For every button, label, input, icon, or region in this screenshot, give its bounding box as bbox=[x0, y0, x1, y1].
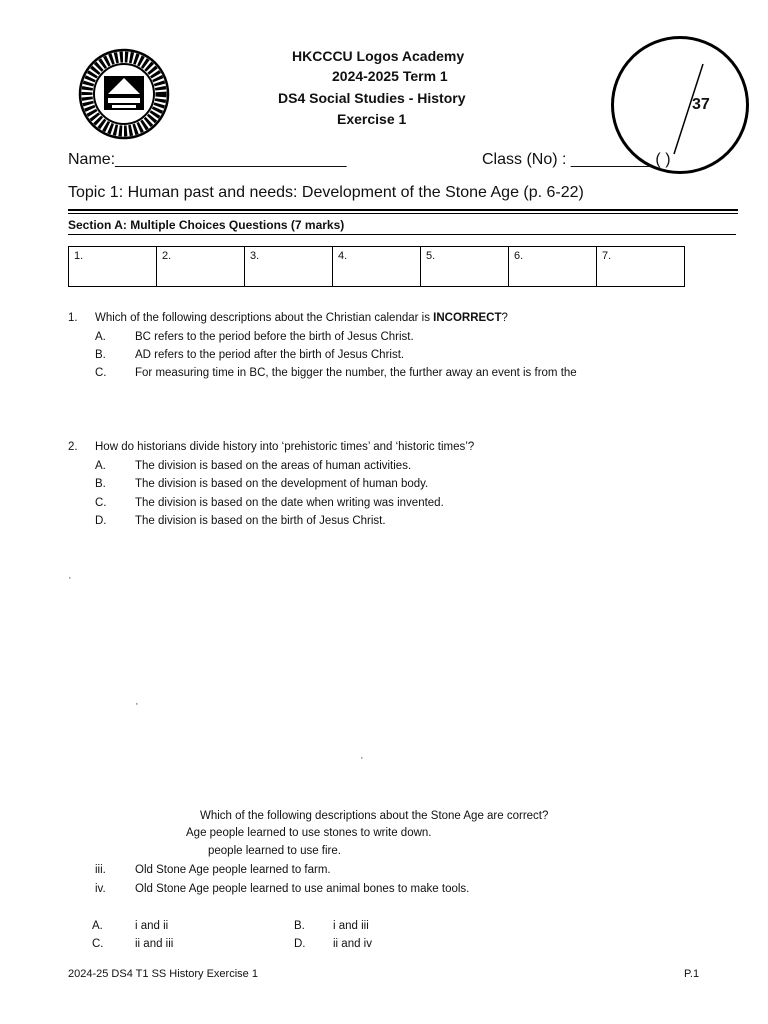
choice-text: i and ii bbox=[135, 920, 169, 932]
footer-title: 2024-25 DS4 T1 SS History Exercise 1 bbox=[68, 968, 258, 980]
option-text: The division is based on the date when writing was invented. bbox=[135, 497, 444, 509]
answer-box-7[interactable] bbox=[597, 247, 685, 287]
question-text bbox=[95, 312, 508, 324]
option-text: For measuring time in BC, the bigger the number, the further away an event is from the bbox=[135, 367, 577, 379]
top-rule-thin bbox=[68, 213, 738, 214]
option-text: BC refers to the period before the birth of Jesus Christ. bbox=[135, 331, 414, 343]
question-last-intro: Which of the following descriptions about the Stone Age are correct? bbox=[200, 810, 549, 822]
question-text: How do historians divide history into ‘prehistoric times’ and ‘historic times’? bbox=[95, 441, 475, 453]
choice-letter: D. bbox=[294, 938, 306, 950]
choice-letter: C. bbox=[92, 938, 104, 950]
section-a-heading: Section A: Multiple Choices Questions (7 marks) bbox=[68, 218, 345, 232]
answer-box-3[interactable] bbox=[245, 247, 333, 287]
faded-mark: · bbox=[135, 698, 139, 710]
class-field[interactable]: Class (No) : _________ ( ) bbox=[482, 151, 671, 168]
option-letter: A. bbox=[95, 460, 106, 472]
statement-number: iv. bbox=[95, 883, 106, 895]
answer-box-1[interactable] bbox=[69, 247, 157, 287]
choice-text: ii and iv bbox=[333, 938, 372, 950]
answer-box-label: 6. bbox=[514, 250, 524, 262]
answer-box-label: 4. bbox=[338, 250, 348, 262]
option-text: AD refers to the period after the birth of Jesus Christ. bbox=[135, 349, 405, 361]
choice-letter: B. bbox=[294, 920, 305, 932]
choice-text: ii and iii bbox=[135, 938, 174, 950]
option-letter: D. bbox=[95, 515, 107, 527]
question-emphasis: INCORRECT bbox=[433, 312, 502, 324]
question-text-part: ? bbox=[501, 312, 508, 324]
school-name: HKCCCU Logos Academy bbox=[292, 48, 465, 64]
answer-box-label: 5. bbox=[426, 250, 436, 262]
question-number: 1. bbox=[68, 312, 78, 324]
course-title: DS4 Social Studies - History bbox=[278, 90, 466, 106]
answer-box-label: 2. bbox=[162, 250, 172, 262]
question-number: 2. bbox=[68, 441, 78, 453]
exercise-title: Exercise 1 bbox=[337, 111, 407, 127]
statement-text: Old Stone Age people learned to use animal bones to make tools. bbox=[135, 883, 470, 895]
option-letter: C. bbox=[95, 367, 107, 379]
top-rule bbox=[68, 209, 738, 211]
term-title: 2024-2025 Term 1 bbox=[332, 68, 448, 84]
option-letter: C. bbox=[95, 497, 107, 509]
answer-table bbox=[68, 246, 685, 287]
statement-text: Age people learned to use stones to write down. bbox=[186, 827, 432, 839]
option-text: The division is based on the birth of Jesus Christ. bbox=[135, 515, 386, 527]
answer-box-label: 7. bbox=[602, 250, 612, 262]
score-total: 37 bbox=[692, 96, 710, 113]
topic-title: Topic 1: Human past and needs: Development of the Stone Age (p. 6-22) bbox=[68, 184, 584, 201]
statement-text: people learned to use fire. bbox=[208, 845, 341, 857]
option-text: The division is based on the development of human body. bbox=[135, 478, 429, 490]
statement-text: Old Stone Age people learned to farm. bbox=[135, 864, 331, 876]
faded-mark: · bbox=[68, 572, 72, 584]
section-rule bbox=[68, 234, 736, 235]
choice-letter: A. bbox=[92, 920, 103, 932]
choice-text: i and iii bbox=[333, 920, 369, 932]
answer-box-label: 1. bbox=[74, 250, 84, 262]
option-letter: A. bbox=[95, 331, 106, 343]
answer-box-label: 3. bbox=[250, 250, 260, 262]
school-logo bbox=[78, 48, 170, 140]
answer-box-6[interactable] bbox=[509, 247, 597, 287]
question-text-part: Which of the following descriptions about the Christian calendar is bbox=[95, 312, 434, 324]
option-letter: B. bbox=[95, 349, 106, 361]
name-field[interactable]: Name:__________________________ bbox=[68, 151, 347, 168]
page-number: P.1 bbox=[684, 968, 700, 980]
option-letter: B. bbox=[95, 478, 106, 490]
faded-mark: · bbox=[360, 752, 364, 764]
option-text: The division is based on the areas of human activities. bbox=[135, 460, 412, 472]
answer-box-4[interactable] bbox=[333, 247, 421, 287]
answer-box-5[interactable] bbox=[421, 247, 509, 287]
statement-number: iii. bbox=[95, 864, 106, 876]
answer-box-2[interactable] bbox=[157, 247, 245, 287]
